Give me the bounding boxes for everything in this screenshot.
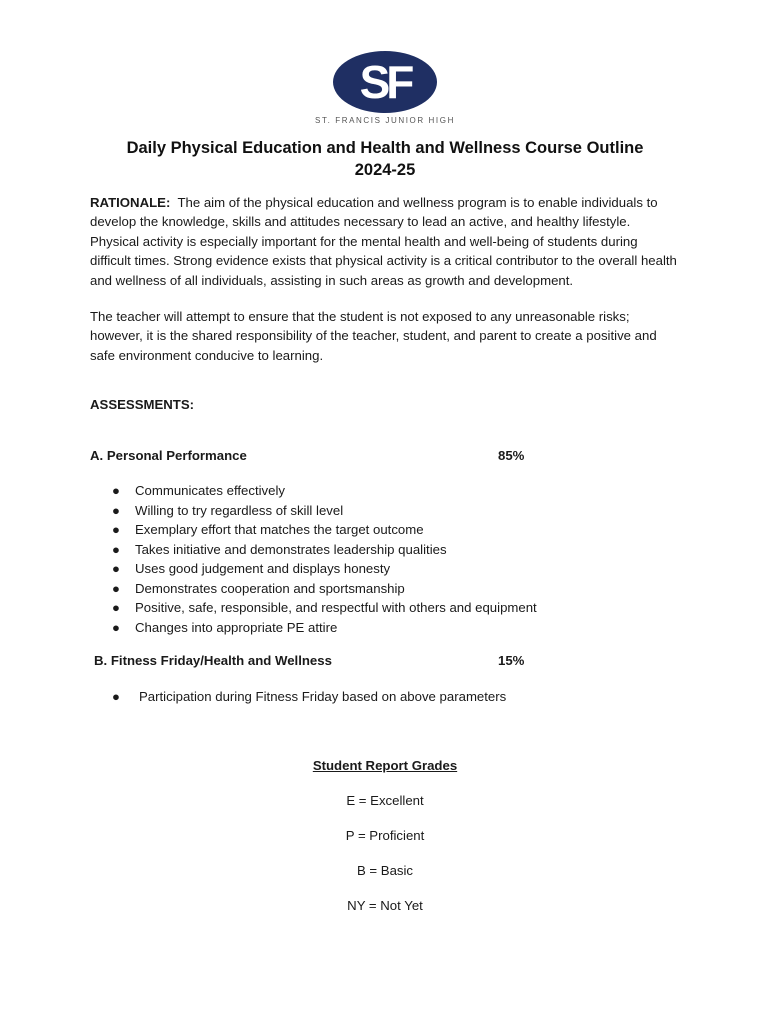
section-a-title: A. Personal Performance <box>90 448 247 463</box>
grade-not-yet: NY = Not Yet <box>347 898 423 913</box>
bullet-icon: ● <box>112 619 120 635</box>
section-a-list <box>108 481 537 637</box>
grade-excellent: E = Excellent <box>346 793 424 808</box>
bullet-icon: ● <box>112 541 120 557</box>
bullet-icon: ● <box>112 689 120 704</box>
bullet-icon: ● <box>112 600 120 615</box>
grade-basic: B = Basic <box>356 863 414 878</box>
logo-emblem <box>300 50 470 114</box>
risk-paragraph: The teacher will attempt to ensure that the student is not exposed to any unreasonable risks; however, it is the shared responsibility of the teacher, student, and parent to create a positive and safe environment conducive to learning. <box>90 309 657 363</box>
list-item: ● Uses good judgement and displays honesty <box>108 559 537 579</box>
list-item: ● Communicates effectively <box>108 481 537 501</box>
rationale-label: RATIONALE: <box>90 195 171 210</box>
report-grades-title: Student Report Grades <box>312 758 458 773</box>
assessments-heading: ASSESSMENTS: <box>90 397 195 412</box>
list-item: ● Exemplary effort that matches the target outcome <box>108 520 537 540</box>
grade-proficient: P = Proficient <box>345 828 425 843</box>
title-year: 2024-25 <box>354 161 416 179</box>
list-item: ● Demonstrates cooperation and sportsmanship <box>108 579 537 599</box>
section-a-percent: 85% <box>498 448 525 463</box>
rationale-paragraph <box>90 193 680 290</box>
section-b-percent: 15% <box>498 653 525 668</box>
list-item: ● Takes initiative and demonstrates leadership qualities <box>108 540 537 560</box>
rationale-text: The aim of the physical education and wellness program is to enable individuals to develop the knowledge, skills and attitudes necessary to lead an active, and healthy lifestyle. Physical activity is especially important for the mental health and well-being of students during difficult times. Strong evidence exists that physical activity is a critical contributor to the overall health and wellness of all individuals, assisting in such areas as growth and development. <box>90 195 677 288</box>
bullet-icon: ● <box>112 522 120 537</box>
bullet-icon: ● <box>112 502 120 518</box>
list-item: ● Positive, safe, responsible, and respectful with others and equipment <box>108 598 537 618</box>
list-item: ● Changes into appropriate PE attire <box>108 618 537 638</box>
logo-tagline: ST. FRANCIS JUNIOR HIGH <box>315 116 455 125</box>
section-b-title: B. Fitness Friday/Health and Wellness <box>94 653 332 668</box>
bullet-icon: ● <box>112 580 120 596</box>
bullet-icon: ● <box>112 561 120 576</box>
title-line-1: Daily Physical Education and Health and Wellness Course Outline <box>126 139 644 157</box>
list-item: ● Willing to try regardless of skill level <box>108 501 537 521</box>
bullet-icon: ● <box>112 483 120 498</box>
logo-monogram: SF <box>359 56 411 108</box>
list-item: ● Participation during Fitness Friday based on above parameters <box>112 687 506 707</box>
document-title <box>0 137 770 181</box>
school-logo <box>300 50 470 130</box>
